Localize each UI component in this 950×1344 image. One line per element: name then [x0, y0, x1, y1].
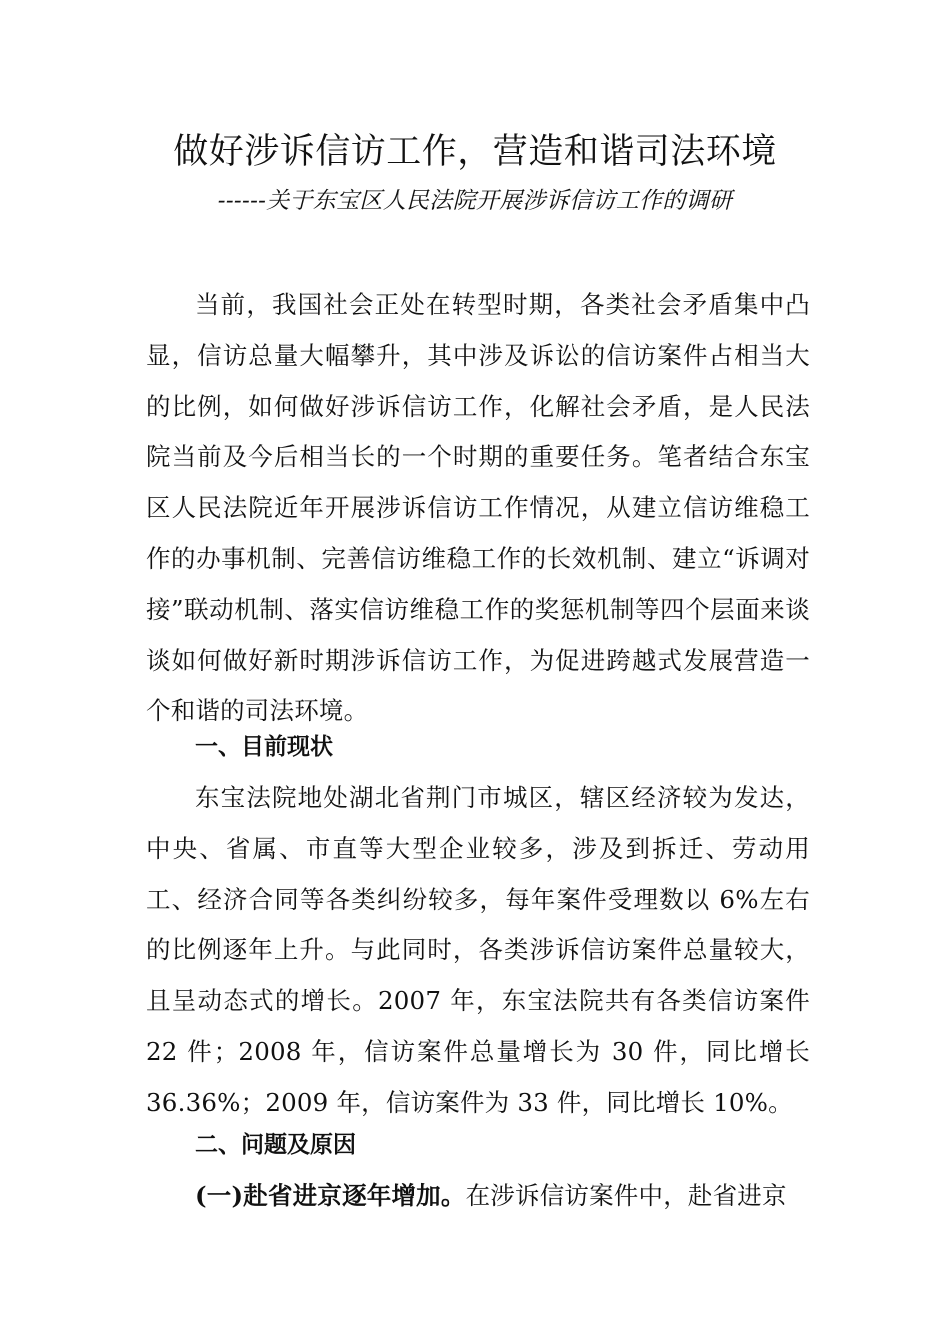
section-heading-problems-causes: 二、问题及原因 [195, 1132, 356, 1158]
problem-paragraph [146, 1171, 810, 1222]
current-status-paragraph: 东宝法院地处湖北省荆门市城区，辖区经济较为发达，中央、省属、市直等大型企业较多，涉及到拆迁、劳动用工、经济合同等各类纠纷较多，每年案件受理数以 6%左右的比例逐年上升。与此同时，各类涉诉信访案件总量较大，且呈动态式的增长。2007 年，东宝法院共有各类信访案件 22 件；2008 年，信访案件总量增长为 30 件，同比增长 36.36%；2009 年，信访案件为 33 件，同比增长 10%。 [146, 783, 810, 1117]
subsection-lead: (一)赴省进京逐年增加。 [195, 1181, 466, 1210]
document-subtitle: ------关于东宝区人民法院开展涉诉信访工作的调研 [217, 188, 733, 214]
document-title: 做好涉诉信访工作，营造和谐司法环境 [173, 132, 777, 172]
intro-paragraph: 当前，我国社会正处在转型时期，各类社会矛盾集中凸显，信访总量大幅攀升，其中涉及诉讼的信访案件占相当大的比例，如何做好涉诉信访工作，化解社会矛盾，是人民法院当前及今后相当长的一个时期的重要任务。笔者结合东宝区人民法院近年开展涉诉信访工作情况，从建立信访维稳工作的办事机制、完善信访维稳工作的长效机制、建立“诉调对接”联动机制、落实信访维稳工作的奖惩机制等四个层面来谈谈如何做好新时期涉诉信访工作，为促进跨越式发展营造一个和谐的司法环境。 [146, 290, 810, 726]
section-heading-current-status: 一、目前现状 [195, 734, 333, 760]
subsection-text: 在涉诉信访案件中，赴省进京 [465, 1181, 787, 1210]
